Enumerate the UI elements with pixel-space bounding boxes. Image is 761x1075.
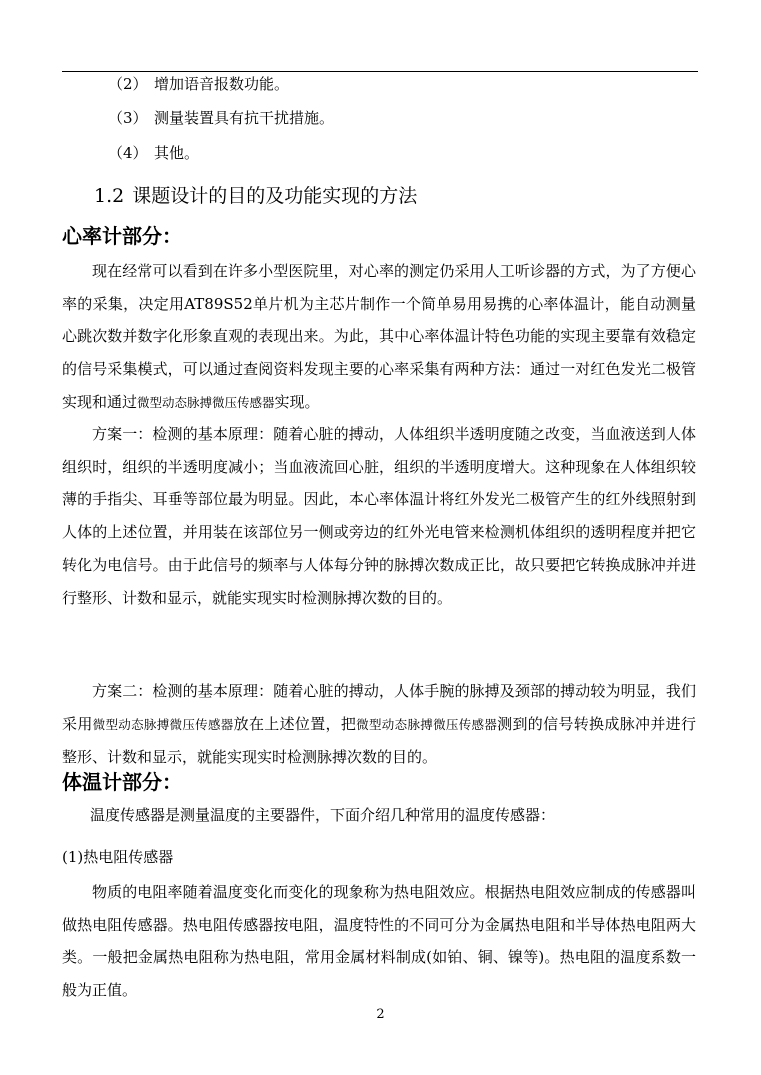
section-heading <box>94 183 417 209</box>
list-item-number: （2） <box>108 75 148 93</box>
sensor-name: 微型动态脉搏微压传感器 <box>356 716 498 732</box>
body-temp-heading: 体温计部分： <box>62 770 182 794</box>
list-item-text: 增加语音报数功能。 <box>154 75 290 93</box>
sensor-name: 微型动态脉搏微压传感器 <box>137 394 275 410</box>
list-item-text: 其他。 <box>154 144 200 162</box>
page-number: 2 <box>376 1007 385 1022</box>
thermistor-paragraph: 物质的电阻率随着温度变化而变化的现象称为热电阻效应。根据热电阻效应制成的传感器叫做热电阻传感器。热电阻传感器按电阻，温度特性的不同可分为金属热电阻和半导体热电阻两大类。一般把金属热电阻称为热电阻，常用金属材料制成(如铂、铜、镍等)。热电阻的温度系数一般为正值。 <box>62 883 696 1000</box>
heart-rate-intro: 现在经常可以看到在许多小型医院里，对心率的测定仍采用人工听诊器的方式，为了方便心率的采集，决定用AT89S52单片机为主芯片制作一个简单易用易携的心率体温计，能自动测量心跳次数并数字化形象直观的表现出来。为此，其中心率体温计特色功能的实现主要靠有效稳定的信号采集模式，可以通过查阅资料发现主要的心率采集有两种方法：通过一对红色发光二极管实现和通过微型动态脉搏微压传感器实现。 <box>62 262 696 411</box>
sensor-name: 微型动态脉搏微压传感器 <box>92 716 234 732</box>
section-title: 课题设计的目的及功能实现的方法 <box>132 185 418 207</box>
list-item-number: （4） <box>108 144 148 162</box>
plan-two-paragraph: 方案二：检测的基本原理：随着心脏的搏动，人体手腕的脉搏及颈部的搏动较为明显，我们采用微型动态脉搏微压传感器放在上述位置，把微型动态脉搏微压传感器测到的信号转换成脉冲并进行整形、计数和显示，就能实现实时检测脉搏次数的目的。 <box>62 682 696 767</box>
section-number: 1.2 <box>94 185 125 207</box>
temp-intro: 温度传感器是测量温度的主要器件，下面介绍几种常用的温度传感器： <box>90 806 556 824</box>
subheading-thermistor: (1)热电阻传感器 <box>62 848 174 866</box>
list-item-text: 测量装置具有抗干扰措施。 <box>154 109 335 127</box>
list-item <box>108 108 334 128</box>
list-item <box>108 74 289 94</box>
header-rule <box>62 71 698 72</box>
heart-rate-heading: 心率计部分： <box>62 224 182 248</box>
list-item <box>108 143 199 163</box>
plan-one-paragraph: 方案一：检测的基本原理：随着心脏的搏动，人体组织半透明度随之改变，当血液送到人体组织时，组织的半透明度减小；当血液流回心脏，组织的半透明度增大。这种现象在人体组织较薄的手指尖、耳垂等部位最为明显。因此，本心率体温计将红外发光二极管产生的红外线照射到人体的上述位置，并用装在该部位另一侧或旁边的红外光电管来检测机体组织的透明程度并把它转化为电信号。由于此信号的频率与人体每分钟的脉搏次数成正比，故只要把它转换成脉冲并进行整形、计数和显示，就能实现实时检测脉搏次数的目的。 <box>62 425 696 607</box>
list-item-number: （3） <box>108 109 148 127</box>
